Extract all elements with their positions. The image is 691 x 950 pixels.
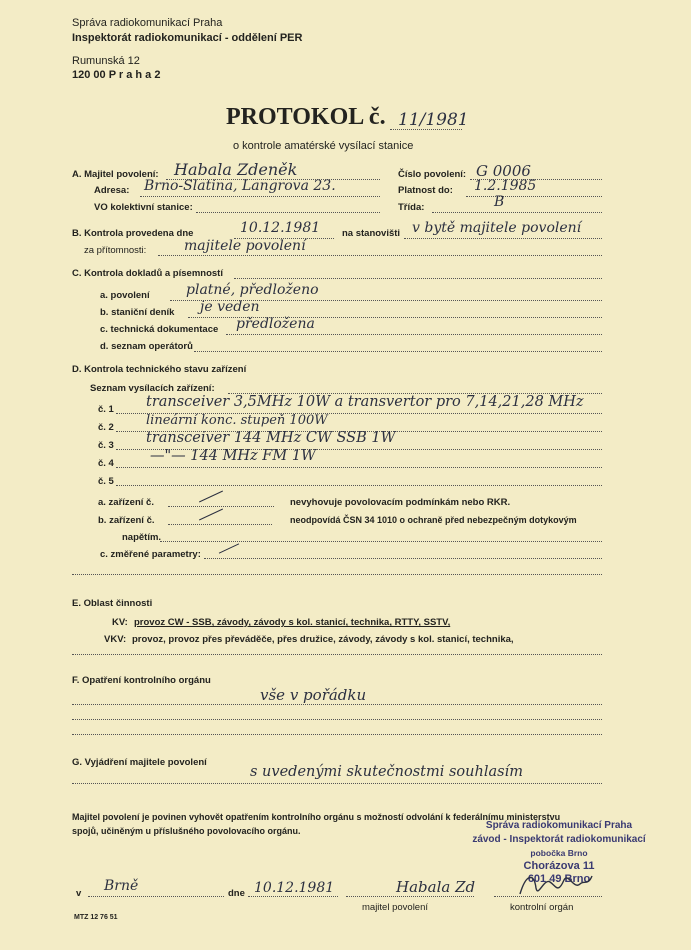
validity-value: 1.2.1985 xyxy=(474,178,537,194)
stamp-line-2: závod - Inspektorát radiokomunikací xyxy=(472,834,646,845)
obligation-note-1: Majitel povolení je povinen vyhovět opatřením kontrolního orgánu s možností odvolání k federálnímu ministerstvu xyxy=(72,812,561,822)
place-label: v xyxy=(76,888,82,899)
dash-mark-b xyxy=(199,509,223,521)
inspection-date-label: B. Kontrola provedena dne xyxy=(72,228,194,239)
equipment-5-no: č. 5 xyxy=(98,476,114,487)
vkv-activities: provoz, provoz přes převáděče, přes družice, závody, závody s kol. stanicí, technika, xyxy=(132,634,514,645)
equipment-1-no: č. 1 xyxy=(98,404,114,415)
permit-check-value: platné, předloženo xyxy=(186,282,319,298)
permit-number-label: Číslo povolení: xyxy=(398,169,467,180)
dash-mark-a xyxy=(199,491,223,503)
logbook-check-value: je veden xyxy=(200,299,260,315)
tech-docs-check-value: předložena xyxy=(236,316,315,332)
owner-signature-label: majitel povolení xyxy=(362,902,429,913)
permit-number-value: G 0006 xyxy=(476,162,531,180)
equipment-3-no: č. 3 xyxy=(98,440,114,451)
equipment-2-value: lineární konc. stupeň 100W xyxy=(146,413,328,428)
class-value: B xyxy=(494,194,505,210)
collective-station-label: VO kolektivní stanice: xyxy=(94,202,193,213)
activity-area-label: E. Oblast činnosti xyxy=(72,598,153,609)
validity-label: Platnost do: xyxy=(398,185,453,196)
obligation-note-2: spojů, učiněným u příslušného povolovacího orgánu. xyxy=(72,826,301,836)
kv-activities: provoz CW - SSB, závody, závody s kol. stanicí, technika, RTTY, SSTV, xyxy=(134,617,451,628)
site-label: na stanovišti xyxy=(342,228,401,239)
presence-label: za přítomnosti: xyxy=(84,245,147,256)
form-code: MTZ 12 76 51 xyxy=(74,914,118,921)
equipment-3-value: transceiver 144 MHz CW SSB 1W xyxy=(146,430,396,446)
technical-check-label: D. Kontrola technického stavu zařízení xyxy=(72,364,247,375)
issuer-line-2: Inspektorát radiokomunikací - oddělení PER xyxy=(72,32,303,44)
equipment-4-no: č. 4 xyxy=(98,458,114,469)
stamp-line-4: Chorázova 11 xyxy=(523,860,595,872)
equipment-1-value: transceiver 3,5MHz 10W a transvertor pro 7,14,21,28 MHz xyxy=(146,394,584,410)
operators-list-label: d. seznam operátorů xyxy=(100,341,193,352)
owner-statement-label: G. Vyjádření majitele povolení xyxy=(72,757,207,768)
logbook-check-label: b. staniční deník xyxy=(100,307,175,318)
equipment-2-no: č. 2 xyxy=(98,422,114,433)
noncompliant-csn-text-2: napětím. xyxy=(122,532,162,543)
protocol-number: 11/1981 xyxy=(398,110,469,130)
stamp-line-3: pobočka Brno xyxy=(530,848,588,858)
address-value: Brno-Slatina, Langrova 23. xyxy=(144,178,336,194)
noncompliant-rkr-text: nevyhovuje povolovacím podmínkám nebo RKR. xyxy=(290,497,511,508)
issuer-line-4: 120 00 P r a h a 2 xyxy=(72,69,161,81)
protocol-title: PROTOKOL č. xyxy=(226,104,386,130)
measures-label: F. Opatření kontrolního orgánu xyxy=(72,675,211,686)
noncompliant-csn-text: neodpovídá ČSN 34 1010 o ochraně před nebezpečným dotykovým xyxy=(290,515,577,525)
stamp-line-5: 601 49 Brno xyxy=(527,873,591,885)
address-label: Adresa: xyxy=(94,185,130,196)
presence-value: majitele povolení xyxy=(184,238,306,254)
measured-parameters-label: c. změřené parametry: xyxy=(100,549,201,560)
kv-label: KV: xyxy=(112,617,128,628)
owner-statement-value: s uvedenými skutečnostmi souhlasím xyxy=(250,764,523,780)
place-value: Brně xyxy=(104,878,139,894)
issuer-line-1: Správa radiokomunikací Praha xyxy=(72,17,223,29)
equipment-4-value: —"— 144 MHz FM 1W xyxy=(150,448,316,464)
tech-docs-check-label: c. technická dokumentace xyxy=(100,324,219,335)
owner-value: Habala Zdeněk xyxy=(174,160,298,179)
stamp-line-1: Správa radiokomunikací Praha xyxy=(485,820,633,831)
noncompliant-rkr-label: a. zařízení č. xyxy=(98,497,154,508)
signature-date-label: dne xyxy=(228,888,245,899)
documents-check-label: C. Kontrola dokladů a písemností xyxy=(72,268,223,279)
noncompliant-csn-label: b. zařízení č. xyxy=(98,515,155,526)
class-label: Třída: xyxy=(398,202,425,213)
inspection-date-value: 10.12.1981 xyxy=(240,220,321,236)
permit-check-label: a. povolení xyxy=(100,290,150,301)
equipment-list-label: Seznam vysílacích zařízení: xyxy=(90,383,215,394)
issuer-line-3: Rumunská 12 xyxy=(72,55,140,67)
measures-value: vše v pořádku xyxy=(260,686,367,704)
vkv-label: VKV: xyxy=(104,634,127,645)
signature-date-value: 10.12.1981 xyxy=(254,880,335,896)
owner-signature: Habala Zd xyxy=(396,878,476,896)
site-value: v bytě majitele povolení xyxy=(412,220,582,236)
dash-mark-c xyxy=(219,543,239,553)
protocol-subtitle: o kontrole amatérské vysílací stanice xyxy=(233,140,414,152)
owner-label: A. Majitel povolení: xyxy=(72,169,159,180)
inspector-signature-label: kontrolní orgán xyxy=(510,902,574,913)
